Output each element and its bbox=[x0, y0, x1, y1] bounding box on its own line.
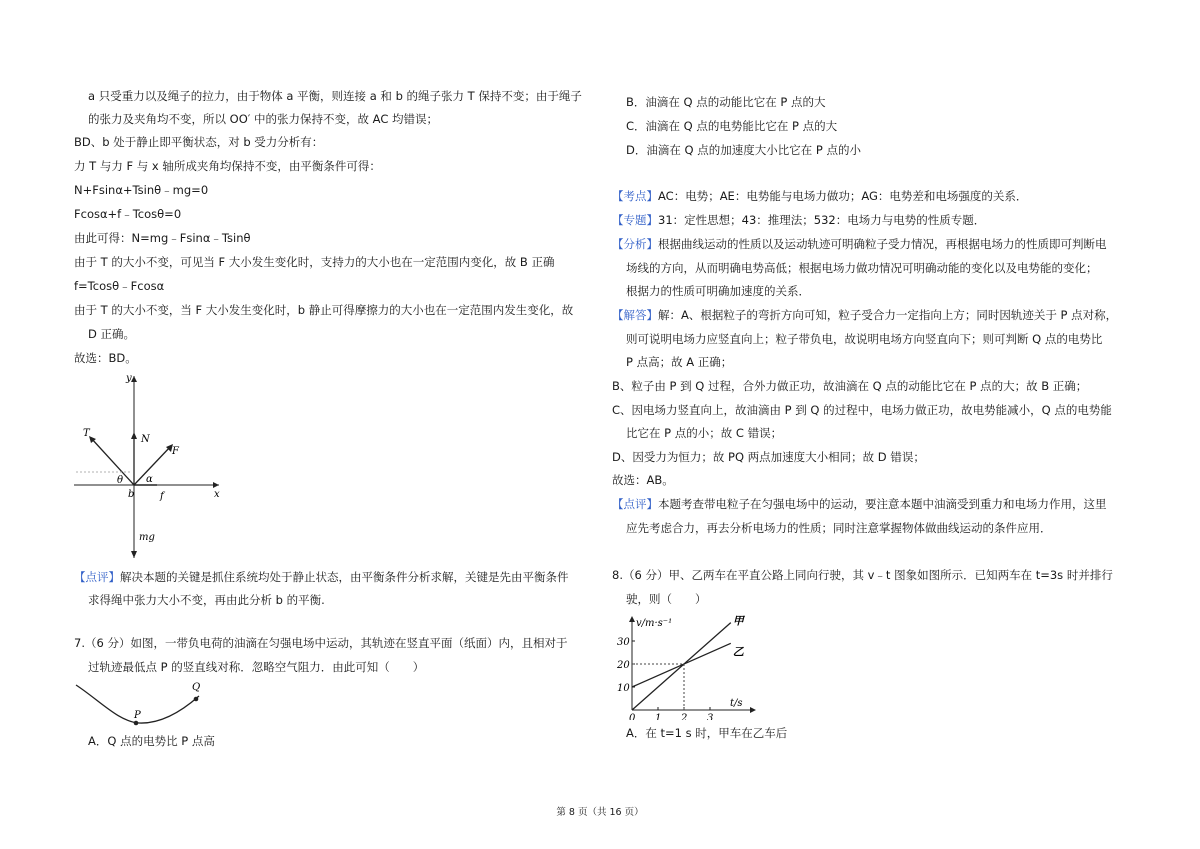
y-tick-label: 30 bbox=[617, 637, 630, 648]
fenxi-line: 场线的方向，从而明确电势高低；根据电场力做功情况可明确动能的变化以及电势能的变化； bbox=[626, 261, 1098, 275]
x-tick-label: 0 bbox=[629, 713, 636, 720]
question-7-stem: 过轨迹最低点 P 的竖直线对称．忽略空气阻力．由此可知（ ） bbox=[88, 660, 425, 674]
zhuanti-text: 31：定性思想；43：推理法；532：电场力与电势的性质专题． bbox=[658, 213, 986, 227]
x-tick-label: 2 bbox=[681, 713, 688, 720]
jieda-line: 比它在 P 点的小；故 C 错误； bbox=[626, 426, 783, 440]
dianping-text: 本题考查带电粒子在匀强电场中的运动，要注意本题中油滴受到重力和电场力作用，这里 bbox=[658, 497, 1107, 511]
question-8-stem: 8.（6 分）甲、乙两车在平直公路上同向行驶，其 v﹣t 图象如图所示．已知两车在 t=3s 时并排行 bbox=[612, 568, 1113, 582]
comment-line bbox=[612, 496, 1107, 512]
fenxi-line bbox=[612, 236, 1107, 252]
point-Q-label: Q bbox=[192, 682, 201, 693]
point-P-label: P bbox=[134, 710, 141, 721]
angle-theta-label: θ bbox=[117, 475, 124, 486]
answer-line: 故选：BD。 bbox=[74, 351, 137, 365]
x-axis-label: t/s bbox=[730, 698, 743, 709]
text-line: 由于 T 的大小不变，可见当 F 大小发生变化时，支持力的大小也在一定范围内变化，故 B 正确 bbox=[74, 255, 555, 269]
question-7-stem: 7.（6 分）如图，一带负电荷的油滴在匀强电场中运动，其轨迹在竖直平面（纸面）内，且相对于 bbox=[74, 636, 568, 650]
series-label: 甲 bbox=[732, 614, 744, 628]
series-label: 乙 bbox=[732, 645, 744, 659]
friction-f-label: f bbox=[160, 491, 164, 502]
comment-line: 应先考虑合力，再去分析电场力的性质；同时注意掌握物体做曲线运动的条件应用． bbox=[626, 521, 1052, 535]
y-axis-label: v/m·s⁻¹ bbox=[636, 618, 673, 629]
jieda-text: 解：A、根据粒子的弯折方向可知，粒子受合力一定指向上方；同时因轨迹关于 P 点对称， bbox=[658, 308, 1118, 322]
y-axis-label: y bbox=[126, 373, 132, 384]
dianping-tag: 【点评】 bbox=[74, 570, 120, 584]
y-tick-label: 20 bbox=[617, 660, 630, 671]
option-C: C．油滴在 Q 点的电势能比它在 P 点的大 bbox=[626, 119, 838, 133]
comment-line bbox=[74, 569, 569, 585]
fenxi-line: 根据力的性质可明确加速度的关系． bbox=[626, 284, 810, 298]
kaodian-text: AC：电势；AE：电势能与电场力做功；AG：电势差和电场强度的关系． bbox=[658, 189, 1028, 203]
option-B: B．油滴在 Q 点的动能比它在 P 点的大 bbox=[626, 95, 826, 109]
dianping-tag: 【点评】 bbox=[612, 497, 658, 511]
jieda-tag: 【解答】 bbox=[612, 308, 658, 322]
tension-T-label: T bbox=[83, 428, 90, 439]
jieda-line: D、因受力为恒力；故 PQ 两点加速度大小相同；故 D 错误； bbox=[612, 450, 925, 464]
vt-chart bbox=[612, 610, 762, 720]
equation: 由此可得：N=mg﹣Fsinα﹣Tsinθ bbox=[74, 231, 251, 245]
x-axis-label: x bbox=[214, 489, 220, 500]
comment-line: 求得绳中张力大小不变，再由此分析 b 的平衡. bbox=[88, 593, 325, 607]
zhuanti-tag: 【专题】 bbox=[612, 213, 658, 227]
jieda-line bbox=[612, 307, 1117, 323]
text-line: 的张力及夹角均不变，所以 OO′ 中的张力保持不变，故 AC 均错误； bbox=[88, 112, 439, 126]
equation: Fcosα+f﹣Tcosθ=0 bbox=[74, 207, 182, 221]
option-D: D．油滴在 Q 点的加速度大小比它在 P 点的小 bbox=[626, 143, 861, 157]
gravity-mg-label: mg bbox=[139, 532, 155, 543]
series-line-1 bbox=[632, 623, 731, 710]
y-tick-label: 10 bbox=[617, 683, 630, 694]
normal-N-label: N bbox=[141, 434, 150, 445]
force-diagram bbox=[74, 372, 234, 562]
text-line: 力 T 与力 F 与 x 轴所成夹角均保持不变，由平衡条件可得： bbox=[74, 159, 381, 173]
text-line: BD、b 处于静止即平衡状态，对 b 受力分析有： bbox=[74, 135, 324, 149]
force-F-label: F bbox=[172, 446, 179, 457]
jieda-line: C、因电场力竖直向上，故油滴由 P 到 Q 的过程中，电场力做正功，故电势能减小，Q 点的电势能 bbox=[612, 403, 1112, 417]
jieda-line: B、粒子由 P 到 Q 过程，合外力做正功，故油滴在 Q 点的动能比它在 P 点的大；故 B 正确； bbox=[612, 379, 1088, 393]
equation: f=Tcosθ﹣Fcosα bbox=[74, 279, 165, 293]
question-8-stem: 驶，则（ ） bbox=[626, 592, 707, 606]
text-line: a 只受重力以及绳子的拉力，由于物体 a 平衡，则连接 a 和 b 的绳子张力 T 保持不变；由于绳子 bbox=[88, 89, 582, 103]
kaodian-tag: 【考点】 bbox=[612, 189, 658, 203]
page-footer: 第 8 页（共 16 页） bbox=[556, 807, 644, 818]
trajectory-diagram bbox=[74, 678, 224, 730]
x-tick-label: 3 bbox=[707, 713, 714, 720]
jieda-line: 则可说明电场力应竖直向上；粒子带负电，故说明电场方向竖直向下；则可判断 Q 点的电势比 bbox=[626, 332, 1103, 346]
x-tick-label: 1 bbox=[655, 713, 662, 720]
equation: N+Fsinα+Tsinθ﹣mg=0 bbox=[74, 183, 209, 197]
fenxi-tag: 【分析】 bbox=[612, 237, 658, 251]
option-A: A．Q 点的电势比 P 点高 bbox=[88, 734, 215, 748]
option-A: A．在 t=1 s 时，甲车在乙车后 bbox=[626, 726, 788, 740]
text-line: 由于 T 的大小不变，当 F 大小发生变化时，b 静止可得摩擦力的大小也在一定范围内发生变化，故 bbox=[74, 303, 574, 317]
angle-alpha-label: α bbox=[146, 474, 153, 485]
fenxi-text: 根据曲线运动的性质以及运动轨迹可明确粒子受力情况，再根据电场力的性质即可判断电 bbox=[658, 237, 1107, 251]
dianping-text: 解决本题的关键是抓住系统均处于静止状态，由平衡条件分析求解，关键是先由平衡条件 bbox=[120, 570, 569, 584]
point-b-label: b bbox=[128, 489, 135, 500]
kaodian-line bbox=[612, 188, 1027, 204]
zhuanti-line bbox=[612, 212, 985, 228]
series-line-2 bbox=[632, 643, 731, 687]
answer-line: 故选：AB。 bbox=[612, 473, 674, 487]
text-line: D 正确。 bbox=[88, 327, 136, 341]
jieda-line: P 点高；故 A 正确； bbox=[626, 355, 733, 369]
